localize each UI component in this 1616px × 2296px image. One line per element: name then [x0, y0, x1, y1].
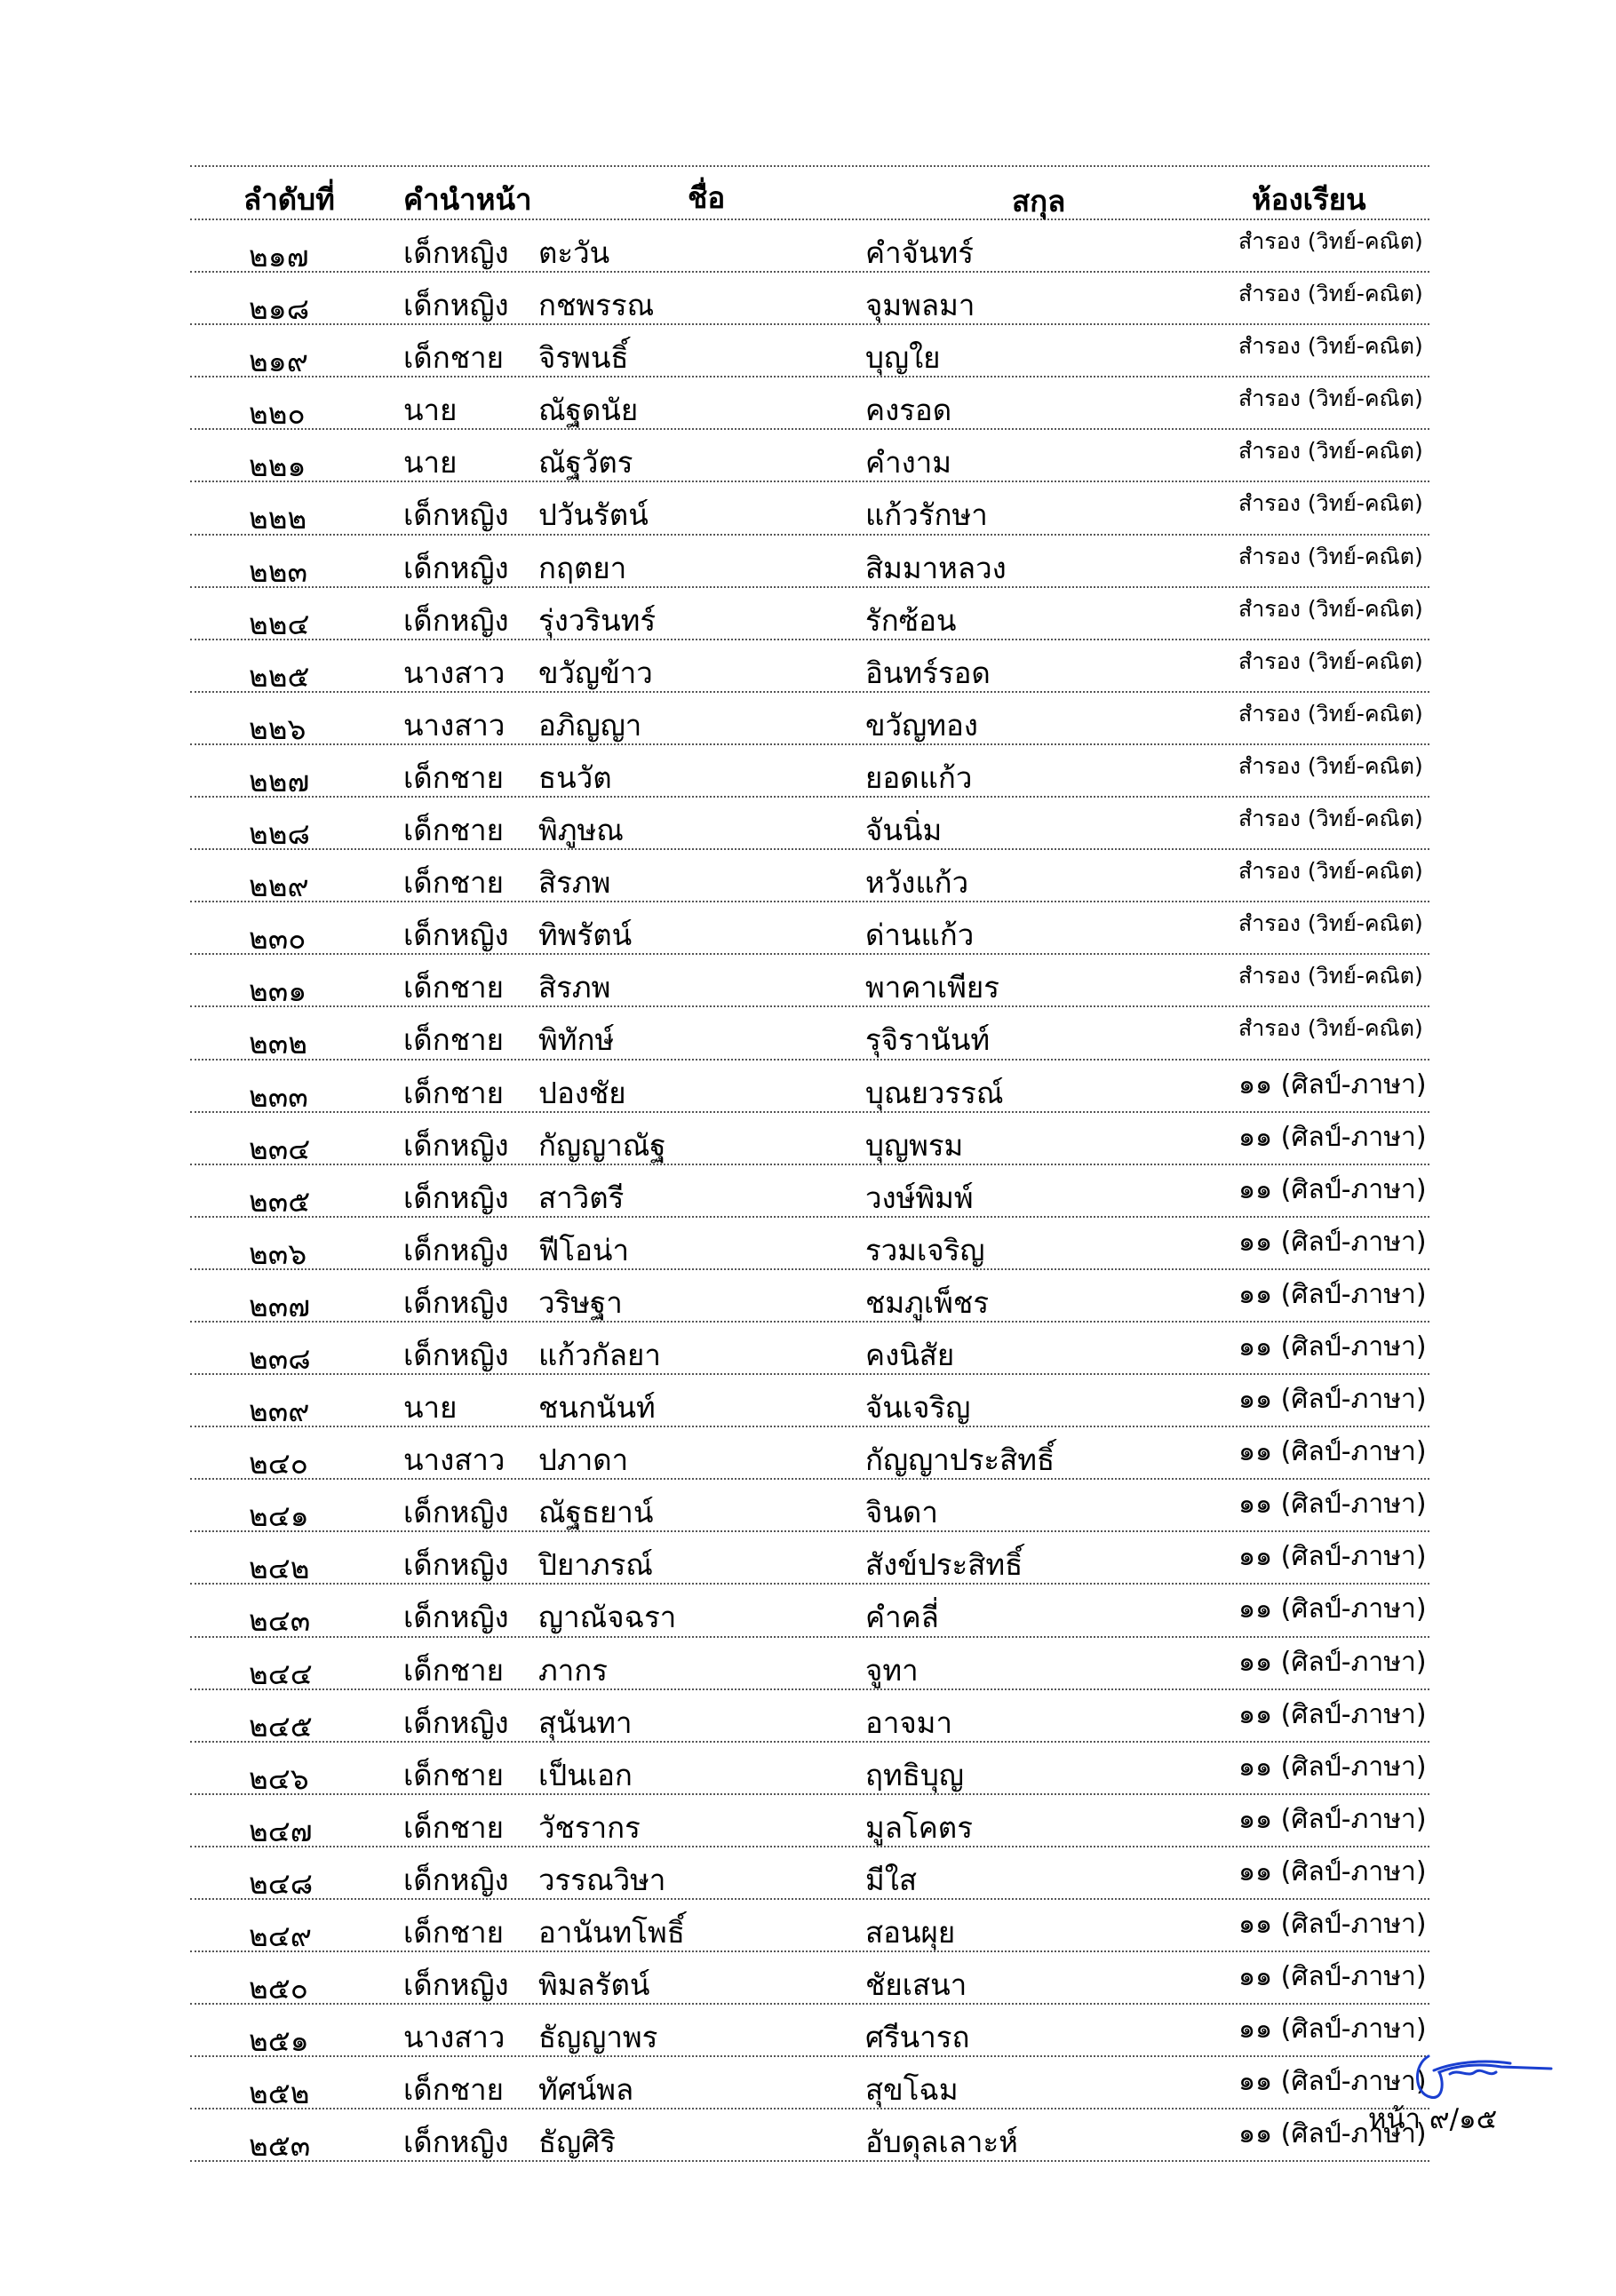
row-classroom: สำรอง (วิทย์-คณิต) — [1238, 228, 1423, 254]
row-no: ๒๓๗ — [249, 1288, 311, 1323]
row-first-name: เป็นเอก — [538, 1757, 633, 1792]
header-classroom: ห้องเรียน — [1252, 182, 1366, 217]
row-no: ๒๓๐ — [249, 921, 306, 957]
row-classroom: สำรอง (วิทย์-คณิต) — [1238, 490, 1423, 517]
row-no: ๒๓๖ — [249, 1235, 307, 1271]
row-last-name: รวมเจริญ — [865, 1232, 985, 1267]
table-row — [190, 273, 1429, 325]
table-row — [190, 1323, 1429, 1375]
row-prefix: เด็กหญิง — [403, 918, 509, 953]
table-row — [190, 1113, 1429, 1165]
row-last-name: จันเจริญ — [865, 1390, 971, 1426]
row-prefix: เด็กหญิง — [403, 1495, 509, 1530]
row-first-name: กฤตยา — [538, 550, 627, 585]
row-last-name: หวังแก้ว — [865, 865, 969, 901]
row-first-name: อานันทโพธิ์ — [538, 1915, 685, 1950]
row-first-name: แก้วกัลยา — [538, 1337, 661, 1372]
table-row — [190, 377, 1429, 430]
row-no: ๒๔๐ — [249, 1446, 308, 1482]
row-prefix: เด็กชาย — [403, 865, 504, 901]
row-classroom: ๑๑ (ศิลป์-ภาษา) — [1238, 1855, 1427, 1887]
row-prefix: เด็กหญิง — [403, 550, 509, 585]
table-row — [190, 2109, 1429, 2162]
row-prefix: เด็กหญิง — [403, 235, 509, 270]
table-row — [190, 1585, 1429, 1637]
row-no: ๒๔๕ — [249, 1708, 313, 1744]
row-no: ๒๑๙ — [249, 344, 308, 379]
row-last-name: ชัยเสนา — [865, 1967, 967, 2003]
row-no: ๒๕๓ — [249, 2128, 311, 2164]
row-classroom: สำรอง (วิทย์-คณิต) — [1238, 385, 1423, 412]
row-prefix: เด็กหญิง — [403, 602, 509, 638]
row-last-name: คงนิสัย — [865, 1337, 955, 1372]
row-last-name: วงษ์พิมพ์ — [865, 1180, 974, 1215]
row-first-name: วรรณวิษา — [538, 1862, 666, 1897]
table-row — [190, 1270, 1429, 1323]
row-prefix: เด็กหญิง — [403, 1337, 509, 1372]
row-prefix: เด็กหญิง — [403, 1180, 509, 1215]
row-last-name: รักซ้อน — [865, 602, 957, 638]
row-no: ๒๒๖ — [249, 711, 306, 746]
row-no: ๒๔๖ — [249, 1760, 309, 1796]
row-prefix: นาย — [403, 393, 458, 428]
table-row — [190, 1900, 1429, 1952]
row-first-name: ปภาดา — [538, 1442, 629, 1478]
row-classroom: สำรอง (วิทย์-คณิต) — [1238, 752, 1423, 779]
row-first-name: วัชรากร — [538, 1809, 641, 1845]
table-row — [190, 745, 1429, 798]
row-last-name: รุจิรานันท์ — [865, 1022, 991, 1058]
row-prefix: เด็กหญิง — [403, 1862, 509, 1897]
row-no: ๒๓๔ — [249, 1131, 311, 1166]
row-first-name: ฟีโอน่า — [538, 1232, 629, 1267]
row-classroom: ๑๑ (ศิลป์-ภาษา) — [1238, 1541, 1427, 1573]
row-classroom: ๑๑ (ศิลป์-ภาษา) — [1238, 2118, 1427, 2150]
row-classroom: ๑๑ (ศิลป์-ภาษา) — [1238, 2066, 1427, 2098]
table-row — [190, 1952, 1429, 2005]
row-classroom: สำรอง (วิทย์-คณิต) — [1238, 281, 1423, 307]
row-first-name: ตะวัน — [538, 235, 610, 270]
table-row — [190, 1532, 1429, 1585]
row-first-name: ทัศน์พล — [538, 2072, 634, 2108]
row-first-name: ณัฐดนัย — [538, 393, 639, 428]
row-last-name: จูทา — [865, 1652, 919, 1688]
row-no: ๒๓๘ — [249, 1340, 311, 1376]
row-classroom: สำรอง (วิทย์-คณิต) — [1238, 1015, 1423, 1042]
row-no: ๒๓๕ — [249, 1183, 311, 1219]
row-classroom: ๑๑ (ศิลป์-ภาษา) — [1238, 1803, 1427, 1835]
row-prefix: เด็กหญิง — [403, 1600, 509, 1635]
row-prefix: เด็กชาย — [403, 970, 504, 1005]
table-row — [190, 220, 1429, 273]
row-first-name: วริษฐา — [538, 1284, 623, 1320]
header-last-name: สกุล — [1012, 184, 1066, 218]
table-row — [190, 1375, 1429, 1427]
row-last-name: สิมมาหลวง — [865, 550, 1007, 585]
row-first-name: ขวัญข้าว — [538, 655, 653, 690]
row-prefix: เด็กชาย — [403, 1652, 504, 1688]
row-no: ๒๒๙ — [249, 869, 309, 904]
row-prefix: เด็กหญิง — [403, 1967, 509, 2003]
table-row — [190, 693, 1429, 745]
table-row — [190, 1165, 1429, 1218]
header-prefix: คำนำหน้า — [403, 182, 532, 217]
row-prefix: เด็กชาย — [403, 1915, 504, 1950]
row-last-name: คำงาม — [865, 445, 952, 481]
table-row — [190, 640, 1429, 693]
row-prefix: เด็กหญิง — [403, 1284, 509, 1320]
row-no: ๒๑๘ — [249, 291, 310, 327]
row-first-name: ภากร — [538, 1652, 608, 1688]
row-first-name: ปิยาภรณ์ — [538, 1547, 653, 1583]
row-first-name: พิมลรัตน์ — [538, 1967, 650, 2003]
row-first-name: พิทักษ์ — [538, 1022, 615, 1058]
row-first-name: ธัญญาพร — [538, 2020, 658, 2055]
row-no: ๒๔๗ — [249, 1813, 313, 1848]
row-no: ๒๔๔ — [249, 1656, 313, 1691]
table-row — [190, 1690, 1429, 1743]
row-first-name: ญาณัจฉรา — [538, 1600, 677, 1635]
row-no: ๒๒๕ — [249, 658, 310, 694]
row-classroom: ๑๑ (ศิลป์-ภาษา) — [1238, 1961, 1427, 1993]
row-first-name: ทิพรัตน์ — [538, 918, 633, 953]
table-row — [190, 798, 1429, 850]
row-classroom: ๑๑ (ศิลป์-ภาษา) — [1238, 1593, 1427, 1625]
row-first-name: ณัฐธยาน์ — [538, 1495, 654, 1530]
row-classroom: สำรอง (วิทย์-คณิต) — [1238, 438, 1423, 465]
table-row — [190, 325, 1429, 377]
row-prefix: นาย — [403, 445, 458, 481]
row-last-name: อับดุลเลาะห์ — [865, 2125, 1018, 2160]
row-no: ๒๕๒ — [249, 2076, 310, 2111]
table-row — [190, 1061, 1429, 1113]
row-first-name: กชพรรณ — [538, 288, 655, 323]
row-classroom: สำรอง (วิทย์-คณิต) — [1238, 858, 1423, 885]
row-prefix: เด็กชาย — [403, 1809, 504, 1845]
table-header-row — [190, 167, 1429, 220]
row-first-name: ณัฐวัตร — [538, 445, 633, 481]
table-row — [190, 2005, 1429, 2057]
row-first-name: ปองชัย — [538, 1075, 626, 1110]
row-no: ๒๕๑ — [249, 2023, 309, 2059]
row-classroom: สำรอง (วิทย์-คณิต) — [1238, 910, 1423, 937]
row-last-name: อินทร์รอด — [865, 655, 991, 690]
row-first-name: สุนันทา — [538, 1704, 633, 1740]
row-no: ๒๔๙ — [249, 1919, 312, 1953]
row-last-name: จินดา — [865, 1495, 938, 1530]
row-prefix: นางสาว — [403, 655, 505, 690]
row-last-name: สังข์ประสิทธิ์ — [865, 1547, 1023, 1583]
row-classroom: ๑๑ (ศิลป์-ภาษา) — [1238, 1173, 1427, 1205]
row-no: ๒๒๗ — [249, 763, 310, 798]
row-prefix: เด็กหญิง — [403, 1127, 509, 1163]
row-last-name: อาจมา — [865, 1704, 952, 1740]
table-body — [190, 220, 1429, 2162]
row-no: ๒๒๘ — [249, 816, 310, 852]
row-last-name: สุขโฉม — [865, 2072, 959, 2108]
row-classroom: สำรอง (วิทย์-คณิต) — [1238, 333, 1423, 360]
header-first-name: ชื่อ — [688, 180, 726, 215]
table-row — [190, 536, 1429, 588]
row-classroom: ๑๑ (ศิลป์-ภาษา) — [1238, 1489, 1427, 1521]
row-first-name: สิรภพ — [538, 970, 611, 1005]
row-first-name: ชนกนันท์ — [538, 1390, 656, 1426]
table-row — [190, 482, 1429, 535]
row-no: ๒๓๒ — [249, 1026, 308, 1061]
row-last-name: บุญใย — [865, 340, 941, 376]
row-last-name: มูลโคตร — [865, 1809, 973, 1845]
row-prefix: เด็กหญิง — [403, 1547, 509, 1583]
row-last-name: ชมภูเพ็ชร — [865, 1284, 990, 1320]
row-prefix: เด็กชาย — [403, 340, 504, 376]
row-first-name: สิรภพ — [538, 865, 611, 901]
row-classroom: ๑๑ (ศิลป์-ภาษา) — [1238, 1226, 1427, 1258]
row-last-name: พาคาเพียร — [865, 970, 999, 1005]
row-classroom: ๑๑ (ศิลป์-ภาษา) — [1238, 2014, 1427, 2046]
row-last-name: จุมพลมา — [865, 288, 975, 323]
row-last-name: แก้วรักษา — [865, 497, 988, 533]
row-last-name: สอนผุย — [865, 1915, 956, 1950]
row-no: ๒๓๙ — [249, 1394, 310, 1429]
table-row — [190, 902, 1429, 955]
table-row — [190, 430, 1429, 482]
row-first-name: อภิญญา — [538, 707, 642, 743]
row-prefix: เด็กหญิง — [403, 1704, 509, 1740]
row-no: ๒๕๐ — [249, 1971, 308, 2006]
row-prefix: นางสาว — [403, 707, 505, 743]
row-first-name: กัญญาณัฐ — [538, 1127, 666, 1163]
row-last-name: ฤทธิบุญ — [865, 1757, 964, 1792]
row-last-name: คำจันทร์ — [865, 235, 974, 270]
row-no: ๒๒๓ — [249, 553, 308, 589]
row-no: ๒๓๓ — [249, 1078, 308, 1114]
row-classroom: สำรอง (วิทย์-คณิต) — [1238, 700, 1423, 727]
row-prefix: นางสาว — [403, 1442, 505, 1478]
row-prefix: นาย — [403, 1390, 458, 1426]
row-first-name: ธนวัต — [538, 759, 612, 795]
table-row — [190, 1743, 1429, 1795]
header-no: ลำดับที่ — [243, 182, 335, 217]
row-last-name: คำคลี่ — [865, 1600, 939, 1635]
row-no: ๒๔๓ — [249, 1603, 311, 1639]
row-prefix: เด็กหญิง — [403, 1232, 509, 1267]
row-first-name: ธัญศิริ — [538, 2125, 616, 2160]
table-row — [190, 1795, 1429, 1847]
row-classroom: ๑๑ (ศิลป์-ภาษา) — [1238, 1384, 1427, 1416]
row-prefix: เด็กหญิง — [403, 2125, 509, 2160]
row-last-name: ศรีนารถ — [865, 2020, 970, 2055]
row-no: ๒๔๒ — [249, 1551, 310, 1586]
row-classroom: สำรอง (วิทย์-คณิต) — [1238, 543, 1423, 569]
row-classroom: ๑๑ (ศิลป์-ภาษา) — [1238, 1646, 1427, 1678]
row-classroom: ๑๑ (ศิลป์-ภาษา) — [1238, 1331, 1427, 1363]
row-last-name: กัญญาประสิทธิ์ — [865, 1442, 1055, 1478]
row-last-name: มีใส — [865, 1862, 918, 1897]
row-first-name: สาวิตรี — [538, 1180, 625, 1215]
row-classroom: สำรอง (วิทย์-คณิต) — [1238, 647, 1423, 674]
table-row — [190, 1847, 1429, 1900]
row-classroom: สำรอง (วิทย์-คณิต) — [1238, 963, 1423, 989]
table-row — [190, 2057, 1429, 2109]
row-no: ๒๔๘ — [249, 1865, 314, 1901]
row-classroom: ๑๑ (ศิลป์-ภาษา) — [1238, 1909, 1427, 1940]
row-last-name: ด่านแก้ว — [865, 918, 975, 953]
row-classroom: สำรอง (วิทย์-คณิต) — [1238, 595, 1423, 622]
row-prefix: เด็กชาย — [403, 813, 504, 848]
row-no: ๒๒๔ — [249, 606, 310, 641]
row-prefix: เด็กชาย — [403, 1022, 504, 1058]
row-no: ๒๑๗ — [249, 239, 309, 274]
row-classroom: ๑๑ (ศิลป์-ภาษา) — [1238, 1121, 1427, 1153]
row-no: ๒๓๑ — [249, 973, 307, 1009]
table-row — [190, 1638, 1429, 1690]
student-roster-table — [190, 165, 1429, 2162]
row-classroom: ๑๑ (ศิลป์-ภาษา) — [1238, 1751, 1427, 1783]
row-first-name: ปวันรัตน์ — [538, 497, 649, 533]
row-last-name: ขวัญทอง — [865, 707, 978, 743]
row-prefix: เด็กหญิง — [403, 497, 509, 533]
table-row — [190, 1427, 1429, 1480]
row-no: ๒๒๒ — [249, 501, 307, 536]
row-prefix: เด็กชาย — [403, 2072, 504, 2108]
row-last-name: บุญพรม — [865, 1127, 964, 1163]
table-row — [190, 1480, 1429, 1532]
row-first-name: พิภูษณ — [538, 813, 624, 848]
row-no: ๒๔๑ — [249, 1498, 309, 1534]
row-classroom: ๑๑ (ศิลป์-ภาษา) — [1238, 1698, 1427, 1730]
table-row — [190, 1007, 1429, 1060]
row-prefix: เด็กชาย — [403, 1075, 504, 1110]
row-classroom: สำรอง (วิทย์-คณิต) — [1238, 806, 1423, 832]
row-classroom: ๑๑ (ศิลป์-ภาษา) — [1238, 1436, 1427, 1468]
row-first-name: รุ่งวรินทร์ — [538, 602, 657, 638]
table-row — [190, 1218, 1429, 1270]
row-last-name: จันนิ่ม — [865, 813, 943, 848]
row-classroom: ๑๑ (ศิลป์-ภาษา) — [1238, 1278, 1427, 1310]
page-number: หน้า ๙/๑๕ — [1368, 2103, 1498, 2135]
table-row — [190, 588, 1429, 640]
row-prefix: นางสาว — [403, 2020, 505, 2055]
row-classroom: ๑๑ (ศิลป์-ภาษา) — [1238, 1069, 1427, 1100]
row-last-name: ยอดแก้ว — [865, 759, 973, 795]
row-prefix: เด็กชาย — [403, 759, 504, 795]
row-no: ๒๒๐ — [249, 396, 306, 432]
row-no: ๒๒๑ — [249, 449, 306, 484]
row-prefix: เด็กหญิง — [403, 288, 509, 323]
table-row — [190, 850, 1429, 902]
row-last-name: คงรอด — [865, 393, 952, 428]
row-last-name: บุณยวรรณ์ — [865, 1075, 1004, 1110]
row-prefix: เด็กชาย — [403, 1757, 504, 1792]
row-first-name: จิรพนธิ์ — [538, 340, 629, 376]
table-row — [190, 955, 1429, 1007]
